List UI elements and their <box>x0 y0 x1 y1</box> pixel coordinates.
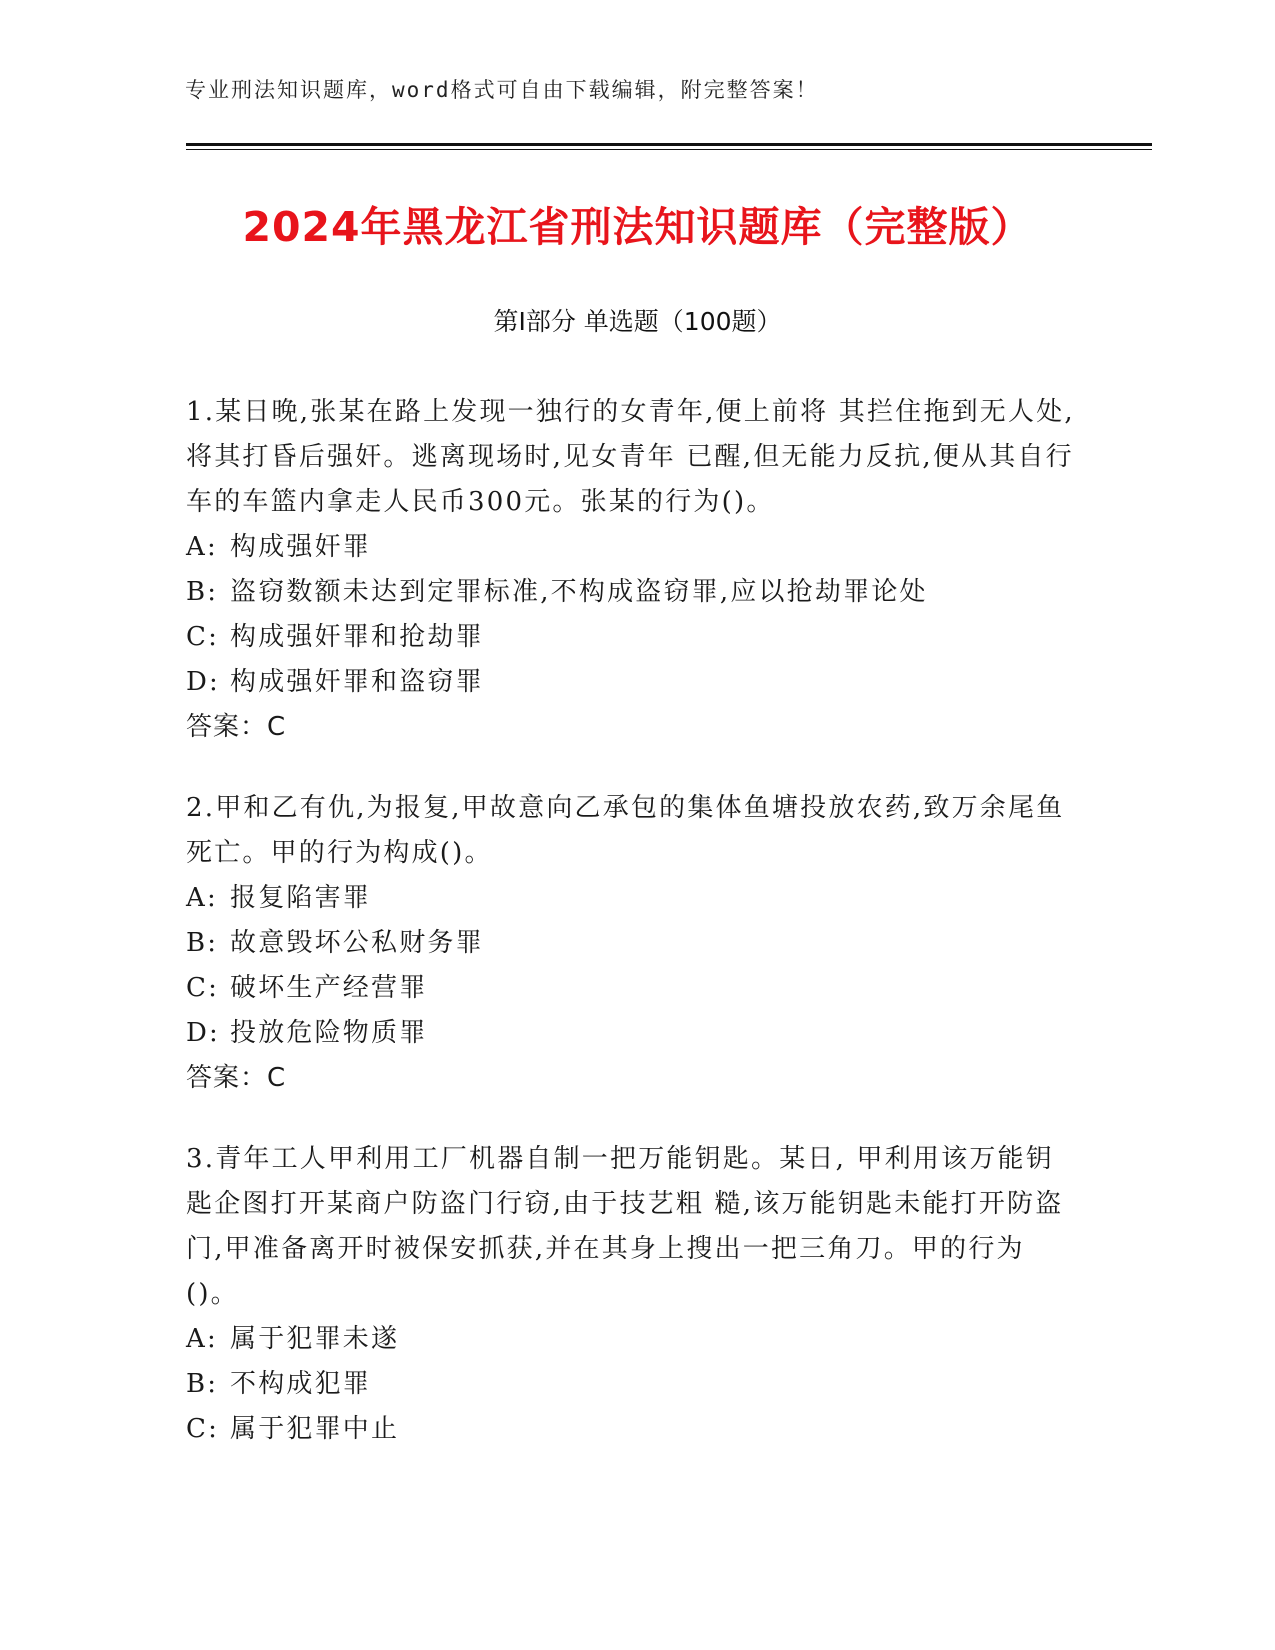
option-key: B: <box>186 928 219 958</box>
option-text: 构成强奸罪和盗窃罪 <box>230 667 484 697</box>
option-key: C: <box>186 622 220 652</box>
option-b <box>186 570 1076 615</box>
option-c <box>186 1407 1076 1452</box>
question-2 <box>186 786 1076 1101</box>
question-3 <box>186 1137 1076 1452</box>
question-stem: 1.某日晚,张某在路上发现一独行的女青年,便上前将 其拦住拖到无人处,将其打昏后强奸。逃离现场时,见女青年 已醒,但无能力反抗,便从其自行车的车篮内拿走人民币300元。张某的行为()。 <box>186 397 1075 517</box>
option-key: D: <box>186 1018 221 1048</box>
option-c <box>186 615 1076 660</box>
option-text: 报复陷害罪 <box>230 883 372 913</box>
option-text: 不构成犯罪 <box>230 1369 372 1399</box>
option-key: C: <box>186 1414 220 1444</box>
option-a <box>186 1317 1076 1362</box>
option-key: D: <box>186 667 221 697</box>
option-text: 投放危险物质罪 <box>230 1018 428 1048</box>
option-text: 构成强奸罪 <box>230 532 372 562</box>
option-key: A: <box>186 883 218 913</box>
document-title: 2024年黑龙江省刑法知识题库（完整版） <box>242 203 1033 251</box>
page-header: 专业刑法知识题库，word格式可自由下载编辑，附完整答案！ <box>185 78 819 102</box>
option-key: C: <box>186 973 220 1003</box>
question-list <box>186 390 1076 1488</box>
option-text: 盗窃数额未达到定罪标准,不构成盗窃罪,应以抢劫罪论处 <box>230 577 928 607</box>
option-key: B: <box>186 577 219 607</box>
answer: 答案：C <box>186 1063 287 1093</box>
option-a <box>186 525 1076 570</box>
option-key: B: <box>186 1369 219 1399</box>
option-text: 属于犯罪未遂 <box>230 1324 400 1354</box>
option-text: 属于犯罪中止 <box>230 1414 400 1444</box>
option-key: A: <box>186 1324 218 1354</box>
option-key: A: <box>186 532 218 562</box>
header-rule-thick <box>186 143 1152 146</box>
option-b <box>186 921 1076 966</box>
question-stem: 2.甲和乙有仇,为报复,甲故意向乙承包的集体鱼塘投放农药,致万余尾鱼死亡。甲的行为构成()。 <box>186 793 1065 868</box>
option-text: 破坏生产经营罪 <box>230 973 428 1003</box>
question-1 <box>186 390 1076 750</box>
option-a <box>186 876 1076 921</box>
option-text: 构成强奸罪和抢劫罪 <box>230 622 484 652</box>
header-rule-thin <box>186 149 1152 150</box>
option-b <box>186 1362 1076 1407</box>
option-c <box>186 966 1076 1011</box>
section-title: 第Ⅰ部分 单选题（100题） <box>493 307 782 336</box>
question-stem: 3.青年工人甲利用工厂机器自制一把万能钥匙。某日, 甲利用该万能钥匙企图打开某商户防盗门行窃,由于技艺粗 糙,该万能钥匙未能打开防盗门,甲准备离开时被保安抓获,并在其身上搜出一把三角刀。甲的行为()。 <box>186 1144 1064 1309</box>
option-d <box>186 1011 1076 1056</box>
answer: 答案：C <box>186 712 287 742</box>
option-text: 故意毁坏公私财务罪 <box>230 928 484 958</box>
option-d <box>186 660 1076 705</box>
